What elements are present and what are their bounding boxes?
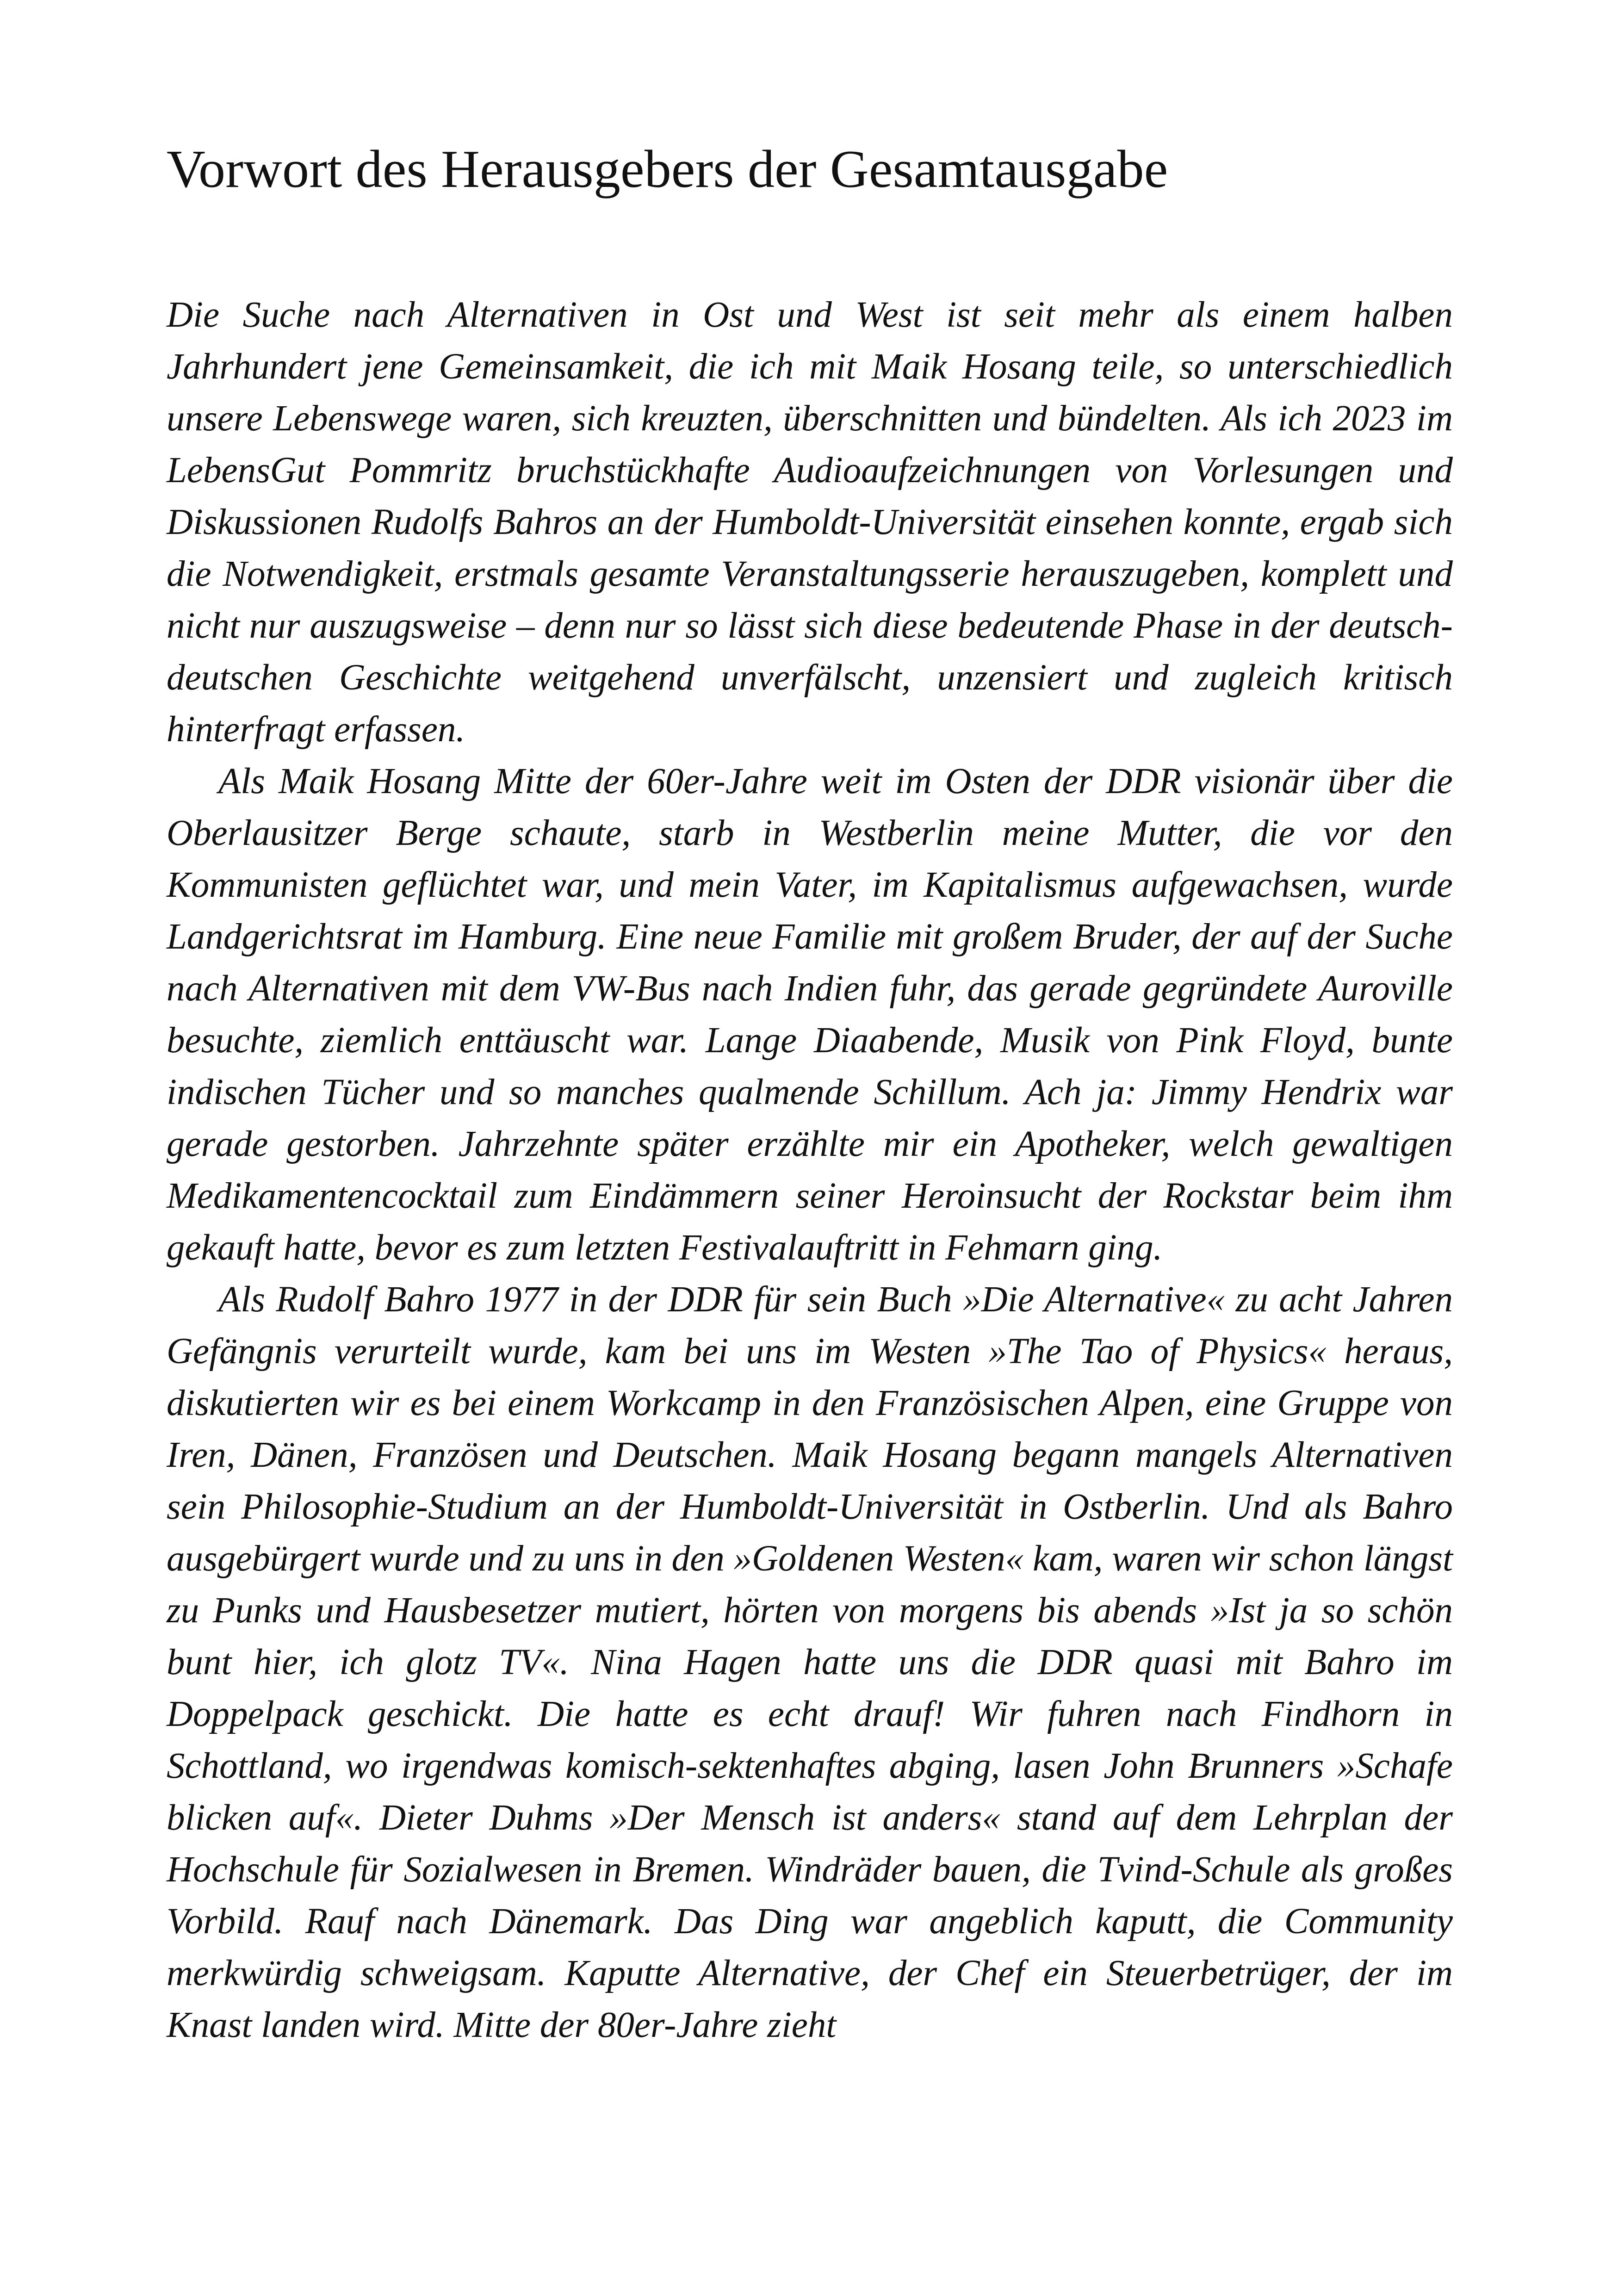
page-title: Vorwort des Herausgebers der Gesamtausgabe bbox=[167, 140, 1168, 199]
paragraph: Als Maik Hosang Mitte der 60er-Jahre weit im Osten der DDR visionär über die Oberlausitzer Berge schaute, starb in Westberlin meine Mutter, die vor den Kommunisten geflüchtet war, und mein Vater, im Kapitalismus aufgewachsen, wurde Landgerichtsrat im Hamburg. Eine neue Familie mit großem Bruder, der auf der Suche nach Alternativen mit dem VW-Bus nach Indien fuhr, das gerade gegründete Auroville besuchte, ziemlich enttäuscht war. Lange Diaabende, Musik von Pink Floyd, bunte indischen Tücher und so manches qualmende Schillum. Ach ja: Jimmy Hendrix war gerade gestorben. Jahrzehnte später erzählte mir ein Apotheker, welch gewaltigen Medikamentencocktail zum Eindämmern seiner Heroinsucht der Rockstar beim ihm gekauft hatte, bevor es zum letzten Festivalauftritt in Fehmarn ging. bbox=[167, 761, 1453, 1268]
paragraph: Als Rudolf Bahro 1977 in der DDR für sein Buch »Die Alternative« zu acht Jahren Gefängnis verurteilt wurde, kam bei uns im Westen »The Tao of Physics« heraus, diskutierten wir es bei einem Workcamp in den Französischen Alpen, eine Gruppe von Iren, Dänen, Französen und Deutschen. Maik Hosang begann mangels Alternativen sein Philosophie-Studium an der Humboldt-Universität in Ostberlin. Und als Bahro ausgebürgert wurde und zu uns in den »Goldenen Westen« kam, waren wir schon längst zu Punks und Hausbesetzer mutiert, hörten von morgens bis abends »Ist ja so schön bunt hier, ich glotz TV«. Nina Hagen hatte uns die DDR quasi mit Bahro im Doppelpack geschickt. Die hatte es echt drauf! Wir fuhren nach Findhorn in Schottland, wo irgendwas komisch-sektenhaftes abging, lasen John Brunners »Schafe blicken auf«. Dieter Duhms »Der Mensch ist anders« stand auf dem Lehrplan der Hochschule für Sozialwesen in Bremen. Windräder bauen, die Tvind-Schule als großes Vorbild. Rauf nach Dänemark. Das Ding war angeblich kaputt, die Community merkwürdig schweigsam. Kaputte Alternative, der Chef ein Steuerbetrüger, der im Knast landen wird. Mitte der 80er-Jahre zieht bbox=[167, 1279, 1453, 2045]
paragraph: Die Suche nach Alternativen in Ost und West ist seit mehr als einem halben Jahrhundert jene Gemeinsamkeit, die ich mit Maik Hosang teile, so unterschiedlich unsere Lebenswege waren, sich kreuzten, überschnitten und bündelten. Als ich 2023 im LebensGut Pommritz bruchstückhafte Audioaufzeichnungen von Vorlesungen und Diskussionen Rudolfs Bahros an der Humboldt-Universität einsehen konnte, ergab sich die Notwendigkeit, erstmals gesamte Veranstaltungsserie herauszugeben, komplett und nicht nur auszugsweise – denn nur so lässt sich diese bedeutende Phase in der deutsch-deutschen Geschichte weitgehend unverfälscht, unzensiert und zugleich kritisch hinterfragt erfassen. bbox=[167, 295, 1453, 750]
body-text bbox=[167, 289, 1453, 2051]
